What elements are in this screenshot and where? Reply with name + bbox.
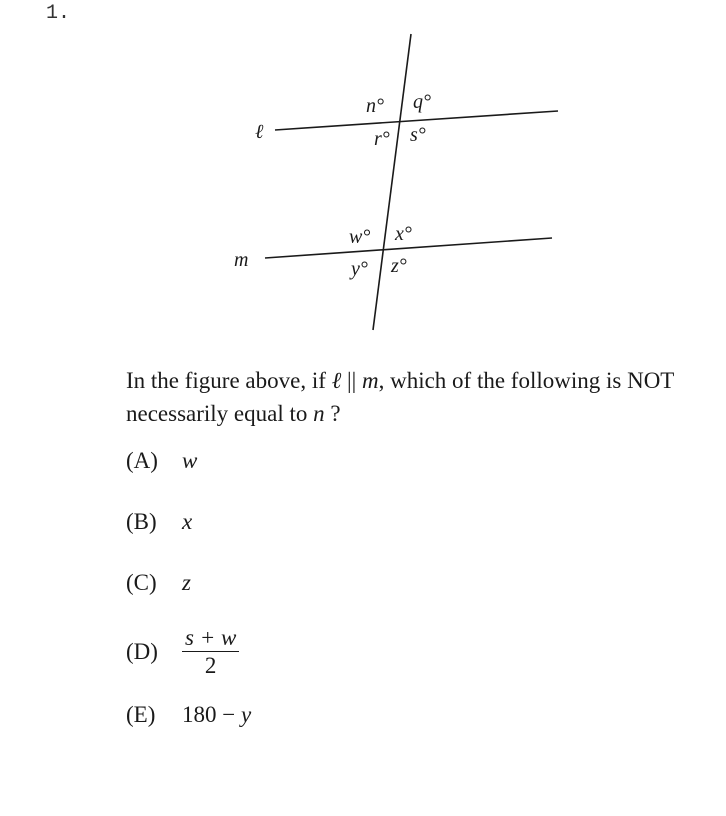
line-l-symbol: ℓ [331,368,342,393]
line-m-symbol: m [361,368,379,393]
fraction-denominator: 2 [204,653,217,678]
transversal [373,34,411,330]
question-stem: In the figure above, if ℓ || m, which of the following is NOT necessarily equal to n ? [126,368,674,426]
choice-c[interactable] [126,568,191,598]
stem-variable: n [313,401,325,426]
line-label-m: m [234,249,249,271]
angle-label-y: y° [351,258,368,280]
angle-label-n: n° [366,95,384,117]
choice-label: (E) [126,702,156,727]
choice-label: (B) [126,509,157,534]
choice-value: x [182,509,193,534]
angle-label-r: r° [374,128,390,150]
angle-label-s: s° [410,124,426,146]
choice-label: (C) [126,570,157,595]
question-number: 1. [46,2,71,25]
angle-label-x: x° [395,223,412,245]
angle-label-w: w° [349,226,371,248]
choice-a[interactable] [126,446,197,476]
choice-value: 180 − y [182,702,252,727]
parallel-lines-figure [0,0,726,340]
line-label-l: ℓ [255,121,264,143]
choice-b[interactable] [126,507,192,537]
angle-label-q: q° [413,91,431,113]
choice-value: w [182,448,198,473]
choice-e[interactable] [126,700,251,730]
choice-label: (A) [126,448,158,473]
choice-value: z [182,570,191,595]
angle-label-z: z° [391,255,407,277]
choice-d[interactable] [126,624,239,679]
fraction-numerator: s + w [182,624,239,652]
choice-label: (D) [126,638,158,664]
fraction [182,624,239,679]
